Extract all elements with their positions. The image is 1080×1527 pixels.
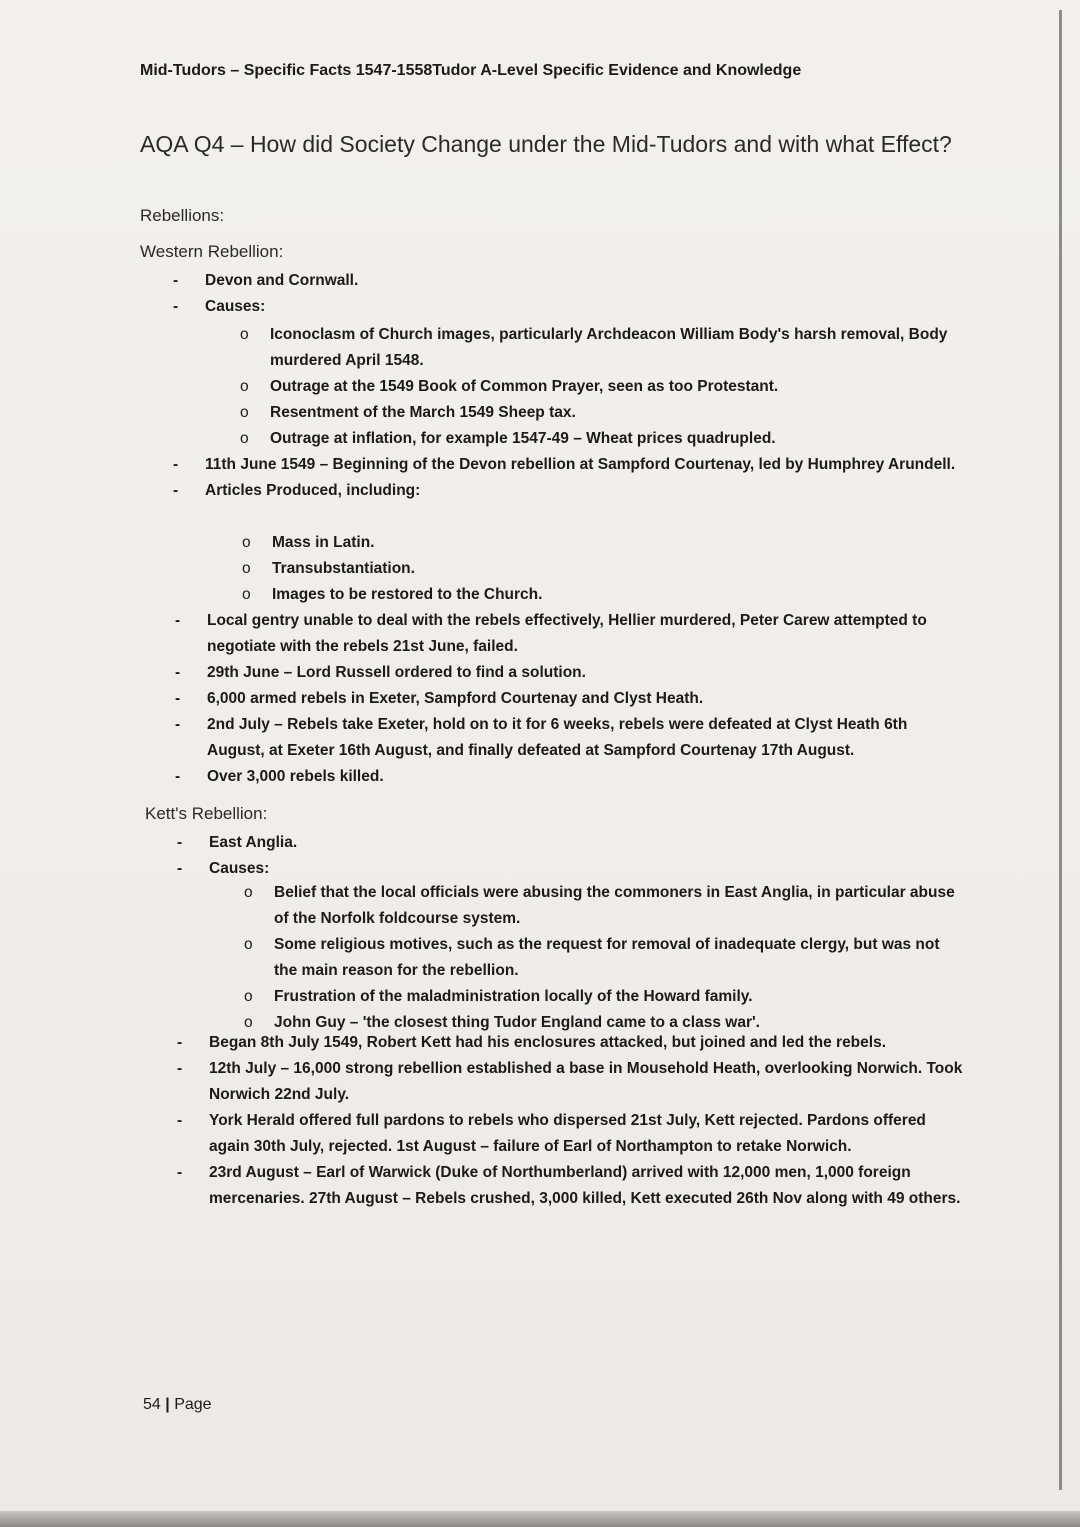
list-item: o Transubstantiation.: [272, 556, 962, 582]
page-edge: [1059, 10, 1062, 1490]
page-header: Mid-Tudors – Specific Facts 1547-1558Tudor A-Level Specific Evidence and Knowledge: [140, 62, 802, 79]
page-bottom-edge: [0, 1511, 1080, 1527]
page-label: Page: [174, 1396, 212, 1413]
rebellions-heading: Rebellions:: [140, 206, 225, 225]
list-item: - 11th June 1549 – Beginning of the Devon rebellion at Sampford Courtenay, led by Humphrey Arundell.: [205, 452, 965, 478]
list-item: - Causes:: [209, 856, 969, 882]
list-item: - East Anglia.: [209, 830, 969, 856]
list-item: o Belief that the local officials were abusing the commoners in East Anglia, in particular abuse of the Norfolk foldcourse system.: [274, 880, 964, 932]
kett-top-list: [209, 830, 969, 882]
list-item: - Devon and Cornwall.: [205, 268, 965, 294]
list-item: - 6,000 armed rebels in Exeter, Sampford Courtenay and Clyst Heath.: [207, 686, 967, 712]
western-rebellion-heading: Western Rebellion:: [140, 242, 284, 261]
page-title: AQA Q4 – How did Society Change under the Mid-Tudors and with what Effect?: [140, 131, 952, 157]
western-causes-list: [270, 322, 960, 452]
list-item: - Over 3,000 rebels killed.: [207, 764, 967, 790]
western-beginning-list: [205, 452, 965, 504]
list-item: o Outrage at inflation, for example 1547-49 – Wheat prices quadrupled.: [270, 426, 960, 452]
list-item: o Some religious motives, such as the request for removal of inadequate clergy, but was not the main reason for the rebellion.: [274, 932, 964, 984]
kett-causes-list: [274, 880, 964, 1036]
list-item: - Began 8th July 1549, Robert Kett had his enclosures attacked, but joined and led the rebels.: [209, 1030, 969, 1056]
list-item: - 12th July – 16,000 strong rebellion established a base in Mousehold Heath, overlooking Norwich. Took Norwich 22nd July.: [209, 1056, 969, 1108]
list-item: - Articles Produced, including:: [205, 478, 965, 504]
list-item: o Images to be restored to the Church.: [272, 582, 962, 608]
kett-events-list: [209, 1030, 969, 1212]
list-item: o Resentment of the March 1549 Sheep tax.: [270, 400, 960, 426]
list-item: - 23rd August – Earl of Warwick (Duke of Northumberland) arrived with 12,000 men, 1,000 foreign mercenaries. 27th August – Rebels crushed, 3,000 killed, Kett executed 26th Nov along with 49 others.: [209, 1160, 969, 1212]
list-item: - 2nd July – Rebels take Exeter, hold on to it for 6 weeks, rebels were defeated at Clyst Heath 6th August, at Exeter 16th August, and finally defeated at Sampford Courtenay 17th August.: [207, 712, 967, 764]
list-item: - 29th June – Lord Russell ordered to find a solution.: [207, 660, 967, 686]
list-item: - York Herald offered full pardons to rebels who dispersed 21st July, Kett rejected. Pardons offered again 30th July, rejected. 1st August – failure of Earl of Northampton to retake Norwich.: [209, 1108, 969, 1160]
kett-rebellion-heading: Kett's Rebellion:: [145, 804, 268, 823]
page-number: 54: [143, 1396, 161, 1413]
page-separator: |: [165, 1396, 170, 1413]
list-item: o Frustration of the maladministration locally of the Howard family.: [274, 984, 964, 1010]
western-articles-list: [272, 530, 962, 608]
list-item: - Causes:: [205, 294, 965, 320]
western-events-list: [207, 608, 967, 790]
list-item: o Mass in Latin.: [272, 530, 962, 556]
western-top-list: [205, 268, 965, 320]
list-item: o John Guy – 'the closest thing Tudor England came to a class war'.: [274, 1010, 964, 1036]
list-item: - Local gentry unable to deal with the rebels effectively, Hellier murdered, Peter Carew attempted to negotiate with the rebels 21st June, failed.: [207, 608, 967, 660]
list-item: o Outrage at the 1549 Book of Common Prayer, seen as too Protestant.: [270, 374, 960, 400]
page-footer: [143, 1396, 212, 1414]
list-item: o Iconoclasm of Church images, particularly Archdeacon William Body's harsh removal, Body murdered April 1548.: [270, 322, 960, 374]
